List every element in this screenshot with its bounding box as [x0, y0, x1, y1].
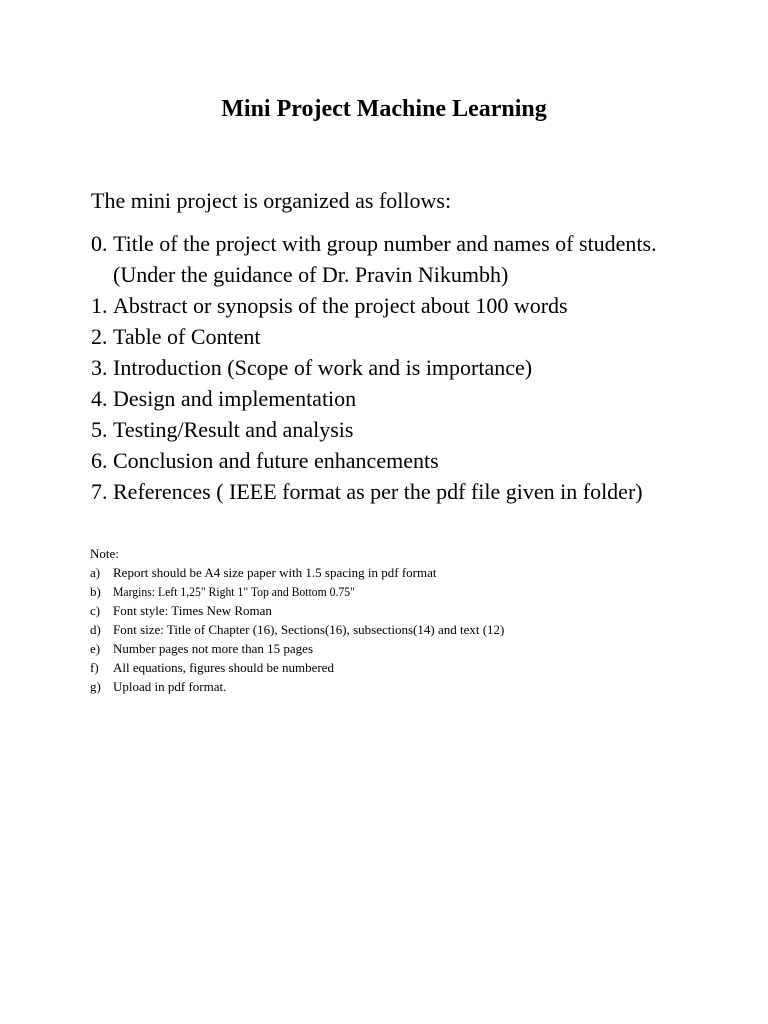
- list-item-text: Design and implementation: [113, 386, 357, 411]
- list-item-text: Title of the project with group number and names of students.: [113, 231, 657, 256]
- list-item: [91, 321, 657, 352]
- note-item-letter: d): [90, 622, 101, 637]
- note-item-letter: g): [90, 679, 101, 694]
- note-item: [90, 639, 504, 658]
- intro-text: The mini project is organized as follows:: [91, 188, 452, 213]
- list-item-number: 4.: [91, 386, 108, 411]
- note-item-letter: b): [90, 584, 101, 599]
- note-item-letter: e): [90, 641, 101, 656]
- note-item-text: Number pages not more than 15 pages: [113, 641, 314, 656]
- list-item-number: 6.: [91, 448, 108, 473]
- list-item-number: 1.: [91, 293, 108, 318]
- note-item: [90, 582, 504, 601]
- list-item: [91, 383, 657, 414]
- list-item: [91, 352, 657, 383]
- list-item-number: 7.: [91, 479, 108, 504]
- note-item-text: Font style: Times New Roman: [113, 603, 272, 618]
- list-item-text: Conclusion and future enhancements: [113, 448, 439, 473]
- note-section: [90, 544, 504, 696]
- note-item: [90, 658, 504, 677]
- list-item-number: 5.: [91, 417, 108, 442]
- note-item-text: Upload in pdf format.: [113, 679, 227, 694]
- list-item: [91, 290, 657, 321]
- note-item: [90, 620, 504, 639]
- list-item: [91, 414, 657, 445]
- list-item-subtext: (Under the guidance of Dr. Pravin Nikumbh): [113, 262, 509, 287]
- note-item: [90, 677, 504, 696]
- note-label: Note:: [90, 546, 119, 561]
- list-item-text: Abstract or synopsis of the project about 100 words: [113, 293, 568, 318]
- note-list: [90, 563, 504, 696]
- note-item-text: Font size: Title of Chapter (16), Sections(16), subsections(14) and text (12): [113, 622, 505, 637]
- list-item-text: Testing/Result and analysis: [113, 417, 354, 442]
- note-item: [90, 563, 504, 582]
- project-structure-list: [91, 228, 657, 507]
- note-item-text: Margins: Left 1,25" Right 1" Top and Bottom 0.75": [113, 584, 355, 599]
- list-item: [91, 445, 657, 476]
- note-item-letter: a): [90, 565, 101, 580]
- list-item-number: 3.: [91, 355, 108, 380]
- list-item: [91, 228, 657, 290]
- note-item-text: All equations, figures should be numbered: [113, 660, 334, 675]
- list-item-number: 0.: [91, 231, 108, 256]
- list-item-text: References ( IEEE format as per the pdf file given in folder): [113, 479, 643, 504]
- document-title: Mini Project Machine Learning: [221, 96, 547, 122]
- note-item-letter: c): [90, 603, 101, 618]
- list-item: [91, 476, 657, 507]
- list-item-number: 2.: [91, 324, 108, 349]
- note-item-letter: f): [90, 660, 99, 675]
- note-item: [90, 601, 504, 620]
- list-item-text: Table of Content: [113, 324, 261, 349]
- note-item-text: Report should be A4 size paper with 1.5 spacing in pdf format: [113, 565, 437, 580]
- list-item-text: Introduction (Scope of work and is importance): [113, 355, 533, 380]
